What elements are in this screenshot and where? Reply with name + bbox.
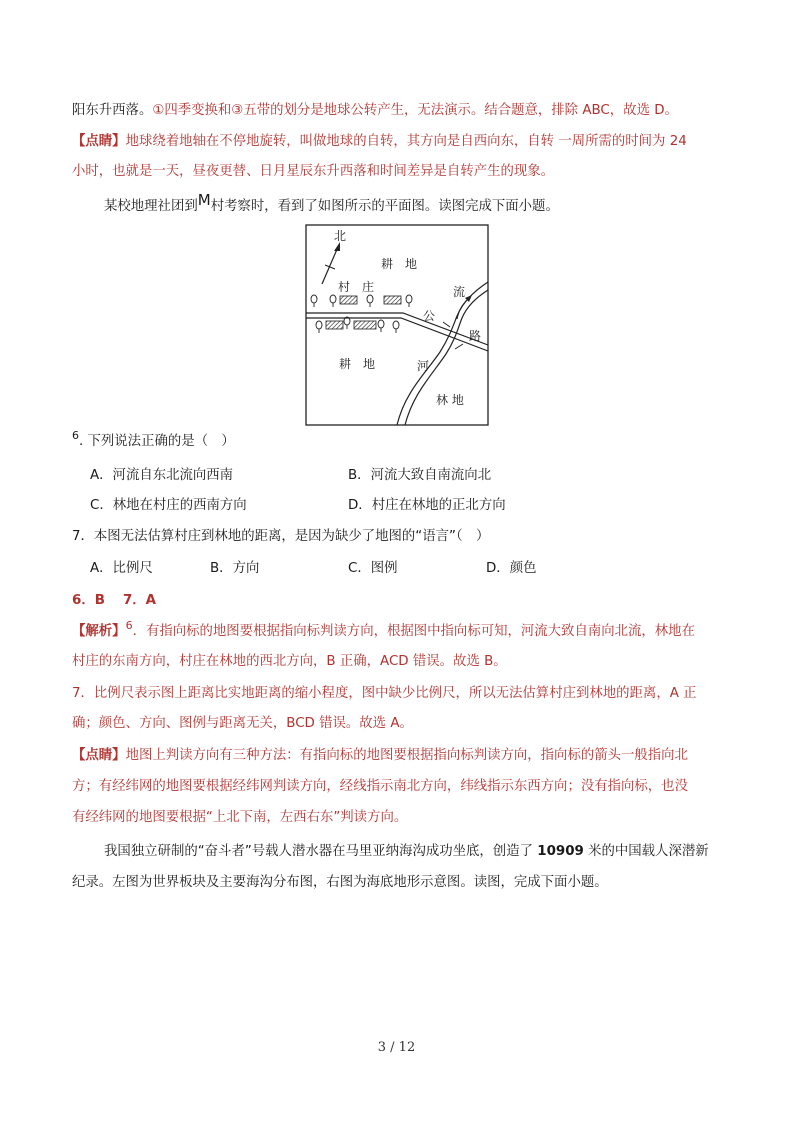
tip-tag: 【点睛】: [72, 134, 126, 149]
house-icon: [340, 296, 357, 304]
tip-text: 地图上判读方向有三种方法：有指向标的地图要根据指向标判读方向，指向标的箭头一般指向北: [125, 748, 688, 763]
q7-option-a: A．比例尺: [90, 561, 153, 576]
text-segment: 某校地理社团到: [104, 199, 198, 214]
q6-option-d: D．村庄在林地的正北方向: [348, 498, 506, 513]
tip-tag: 【点睛】: [72, 748, 126, 763]
house-icon: [326, 321, 343, 329]
village-plan-map: [305, 224, 489, 426]
text-segment: 米的中国载人深潜新: [583, 844, 709, 859]
text-segment: 我国独立研制的“奋斗者”号载人潜水器在马里亚纳海沟成功坐底，创造了: [104, 844, 538, 859]
road-label-1: 公: [423, 309, 436, 323]
tip2-line-3: 有经纬网的地图要根据“上北下南，左西右东”判读方向。: [72, 810, 408, 825]
analysis-line-3: 7．比例尺表示图上距离比实地距离的缩小程度，图中缺少比例尺，所以无法估算村庄到林地的距离，A 正: [72, 686, 697, 701]
analysis-text: ．有指向标的地图要根据指向标判读方向，根据图中指向标可知，河流大致自南向北流，林地在: [132, 624, 695, 639]
answer-line: 6．B 7．A: [72, 593, 157, 608]
analysis-number: 6: [125, 619, 133, 632]
page-number: 3 / 12: [377, 1040, 416, 1055]
tip-text: 地球绕着地轴在不停地旋转，叫做地球的自转，其方向是自西向东，自转 一周所需的时间为 24: [125, 134, 687, 149]
tip-line-1: [72, 132, 687, 152]
text-line-1: [72, 101, 678, 121]
q7-option-b: B．方向: [210, 561, 260, 576]
q6-option-c: C．林地在村庄的西南方向: [90, 498, 247, 513]
text-segment: 村考察时，看到了如图所示的平面图。读图完成下面小题。: [210, 199, 559, 214]
q7-option-d: D．颜色: [486, 561, 537, 576]
analysis-line-1: [72, 619, 695, 642]
intro-line-2: 纪录。左图为世界板块及主要海沟分布图，右图为海底地形示意图。读图，完成下面小题。: [72, 875, 608, 890]
question-7-stem: 7．本图无法估算村庄到林地的距离，是因为缺少了地图的“语言”（ ）: [72, 529, 490, 544]
tip-line-2: 小时，也就是一天，昼夜更替、日月星辰东升西落和时间差异是自转产生的现象。: [72, 164, 555, 179]
intro-line-1: [104, 842, 709, 862]
question-6-stem: [72, 429, 235, 452]
village-label: 村 庄: [338, 280, 375, 294]
q6-option-b: B．河流大致自南流向北: [348, 468, 492, 483]
question-intro: [104, 191, 559, 217]
village-letter: M: [197, 191, 211, 209]
analysis-line-4: 确；颜色、方向、图例与距离无关，BCD 错误。故选 A。: [72, 716, 413, 731]
analysis-line-2: 村庄的东南方向，村庄在林地的西北方向，B 正确，ACD 错误。故选 B。: [72, 654, 507, 669]
house-icon: [384, 296, 401, 304]
q7-option-c: C．图例: [348, 561, 398, 576]
question-number: 6: [72, 429, 79, 442]
tip2-line-1: [72, 746, 688, 766]
farmland-bottom-label: 耕 地: [339, 357, 376, 371]
house-icon: [354, 321, 376, 329]
analysis-tag: 【解析】: [72, 624, 126, 639]
river-label: 河: [417, 359, 430, 373]
road-label-2: 路: [469, 329, 482, 343]
question-text: . 下列说法正确的是（ ）: [79, 434, 235, 449]
north-label: 北: [334, 229, 347, 243]
q6-option-a: A．河流自东北流向西南: [90, 468, 234, 483]
forest-label: 林 地: [436, 393, 464, 407]
tip2-line-2: 方；有经纬网的地图要根据经纬网判读方向，经线指示南北方向，纬线指示东西方向；没有指向标，也没: [72, 779, 688, 794]
depth-number: 10909: [537, 844, 584, 859]
red-text-segment: ①四季变换和③五带的划分是地球公转产生，无法演示。结合题意，排除 ABC，故选 D。: [152, 103, 678, 118]
text-segment: 阳东升西落。: [72, 103, 153, 118]
farmland-top-label: 耕 地: [381, 257, 418, 271]
river-flow-label: 流: [453, 285, 466, 299]
